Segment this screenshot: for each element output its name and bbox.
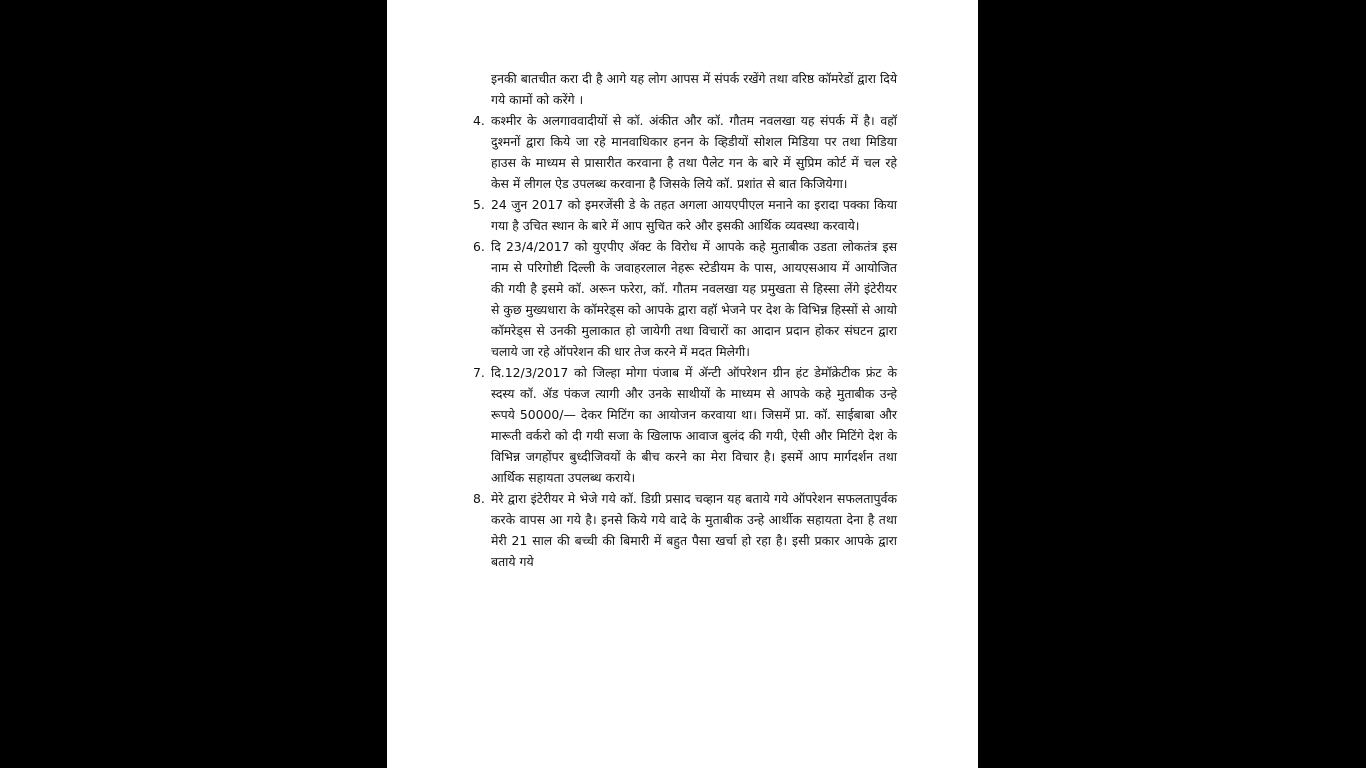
paragraph-number: 8. [473, 491, 485, 506]
document-body [473, 68, 897, 572]
paragraph-number: 5. [473, 197, 485, 212]
paragraph-continued [473, 68, 897, 110]
paragraph-number: 6. [473, 239, 485, 254]
paragraph-item-7 [473, 362, 897, 488]
paragraph-text: दि.12/3/2017 को जिल्हा मोगा पंजाब में ॲन्टी ऑपरेशन ग्रीन हंट डेमॉक्रेटीक फ्रंट के स्दस्य कॉ. ॲड पंकज त्यागी और उनके साथीयों के माध्यम से आपके कहे मुताबीक उन्हे रूपये 50000/— देकर मिटिंग का आयोजन करवाया था। जिसमें प्रा. कॉ. साईबाबा और मारूती वर्करो को दी गयी सजा के खिलाफ आवाज बुलंद की गयी, ऐसी और मिटिंगे देश के विभिन्न जगहोंपर बुध्दीजिवयों के बीच करने का मेरा विचार है। इसमें आप मार्गदर्शन तथा आर्थिक सहायता उपलब्ध कराये। [491, 365, 897, 485]
paragraph-item-4 [473, 110, 897, 194]
paragraph-item-5 [473, 194, 897, 236]
paragraph-number: 7. [473, 365, 485, 380]
paragraph-text: दि 23/4/2017 को युएपीए ॲक्ट के विरोध में आपके कहे मुताबीक उडता लोकतंत्र इस नाम से परिगोष्टी दिल्ली के जवाहरलाल नेहरू स्टेडीयम के पास, आयएसआय में आयोजित की गयी है इसमे कॉ. अरून फरेरा, कॉ. गौतम नवलखा यह प्रमुखता से हिस्सा लेंगे इंटेरीयर से कुछ मुख्यधारा के कॉमरेड्स को आपके द्वारा वहॉ भेजने पर देश के विभिन्न हिस्सों से आयो कॉमरेड्स से उनकी मुलाकात हो जायेगी तथा विचारों का आदान प्रदान होकर संघटन द्वारा चलाये जा रहे ऑपरेशन की धार तेज करने में मदत मिलेगी। [491, 239, 897, 359]
paragraph-number: 4. [473, 113, 485, 128]
paragraph-item-6 [473, 236, 897, 362]
paragraph-text: इनकी बातचीत करा दी है आगे यह लोग आपस में संपर्क रखेंगे तथा वरिष्ठ कॉमरेडों द्वारा दिये गये कामों को करेंगे । [491, 71, 897, 107]
document-page[interactable] [387, 0, 978, 768]
paragraph-text: मेरे द्वारा इंटेरीयर मे भेजे गये कॉ. डिग्री प्रसाद चव्हान यह बताये गये ऑपरेशन सफलतापुर्वक करके वापस आ गये है। इनसे किये गये वादे के मुताबीक उन्हे आर्थीक सहायता देना है तथा मेरी 21 साल की बच्ची की बिमारी में बहुत पैसा खर्चा हो रहा है। इसी प्रकार आपके द्वारा बताये गये [491, 491, 897, 569]
paragraph-text: कश्मीर के अलगाववादीयों से कॉ. अंकीत और कॉ. गौतम नवलखा यह संपर्क में है। वहॉ दुश्मनों द्वारा किये जा रहे मानवाधिकार हनन के व्हिडीयों सोशल मिडिया पर तथा मिडिया हाउस के माध्यम से प्रासारीत करवाना है तथा पैलेट गन के बारे में सुप्रिम कोर्ट में चल रहे केस में लीगल ऐड उपलब्ध करवाना है जिसके लिये कॉ. प्रशांत से बात किजियेगा। [491, 113, 897, 191]
paragraph-text: 24 जुन 2017 को इमरजेंसी डे के तहत अगला आयएपीएल मनाने का इरादा पक्का किया गया है उचित स्थान के बारे में आप सुचित करे और इसकी आर्थिक व्यवस्था करवाये। [491, 197, 897, 233]
paragraph-item-8 [473, 488, 897, 572]
